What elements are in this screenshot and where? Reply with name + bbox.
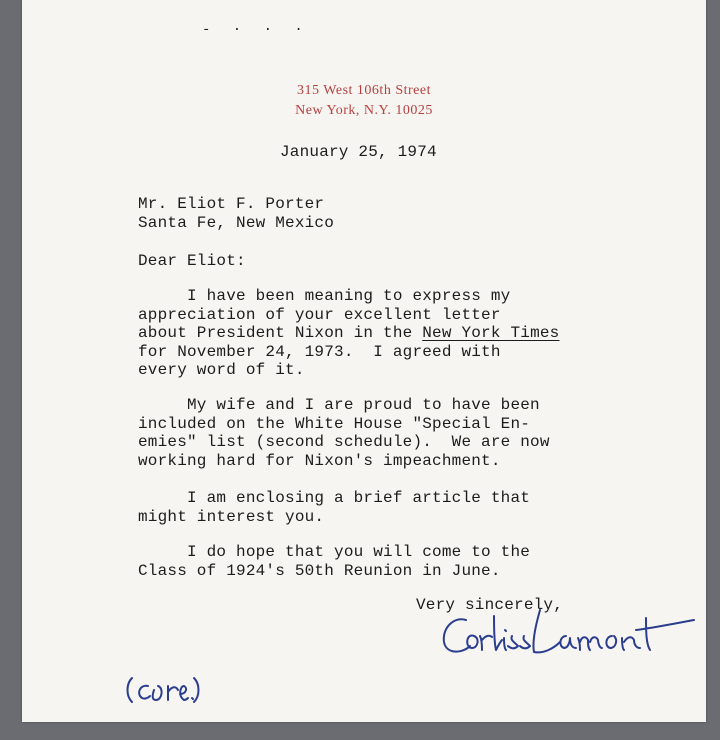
paragraph-1-line — [138, 324, 559, 343]
paragraph-3-line: might interest you. — [138, 507, 325, 526]
paragraph-2-line: working hard for Nixon's impeachment. — [138, 451, 501, 470]
handwritten-signature — [432, 602, 702, 662]
letter-sheet — [22, 0, 706, 722]
paragraph-2-line: My wife and I are proud to have been — [138, 396, 540, 414]
recipient-name: Mr. Eliot F. Porter — [138, 195, 325, 213]
corner-mark: - · · · — [202, 22, 310, 38]
paragraph-1-line: appreciation of your excellent letter — [138, 305, 501, 324]
paragraph-1 — [138, 287, 559, 380]
paragraph-1-line: I have been meaning to express my — [138, 287, 511, 305]
handwritten-enclosure-note — [122, 672, 202, 706]
closing: Very sincerely, — [416, 596, 564, 614]
paragraph-4-line: I do hope that you will come to the — [138, 543, 531, 561]
paragraph-2-line: included on the White House "Special En- — [138, 414, 531, 433]
paragraph-1-text: about President Nixon in the — [138, 324, 423, 342]
recipient-location: Santa Fe, New Mexico — [138, 214, 335, 232]
paragraph-2-line: emies" list (second schedule). We are now — [138, 433, 550, 451]
letter-date: January 25, 1974 — [280, 143, 437, 161]
salutation: Dear Eliot: — [138, 252, 246, 270]
letterhead-city: New York, N.Y. 10025 — [295, 103, 433, 118]
paragraph-2 — [138, 396, 550, 470]
paragraph-3 — [138, 489, 530, 526]
paragraph-4 — [138, 543, 530, 580]
paragraph-4-line: Class of 1924's 50th Reunion in June. — [138, 561, 501, 580]
newspaper-title: New York Times — [422, 324, 560, 342]
paragraph-1-line: for November 24, 1973. I agreed with — [138, 342, 501, 361]
paragraph-1-line: every word of it. — [138, 361, 305, 379]
letterhead-street: 315 West 106th Street — [297, 83, 431, 98]
paragraph-3-line: I am enclosing a brief article that — [138, 489, 531, 507]
